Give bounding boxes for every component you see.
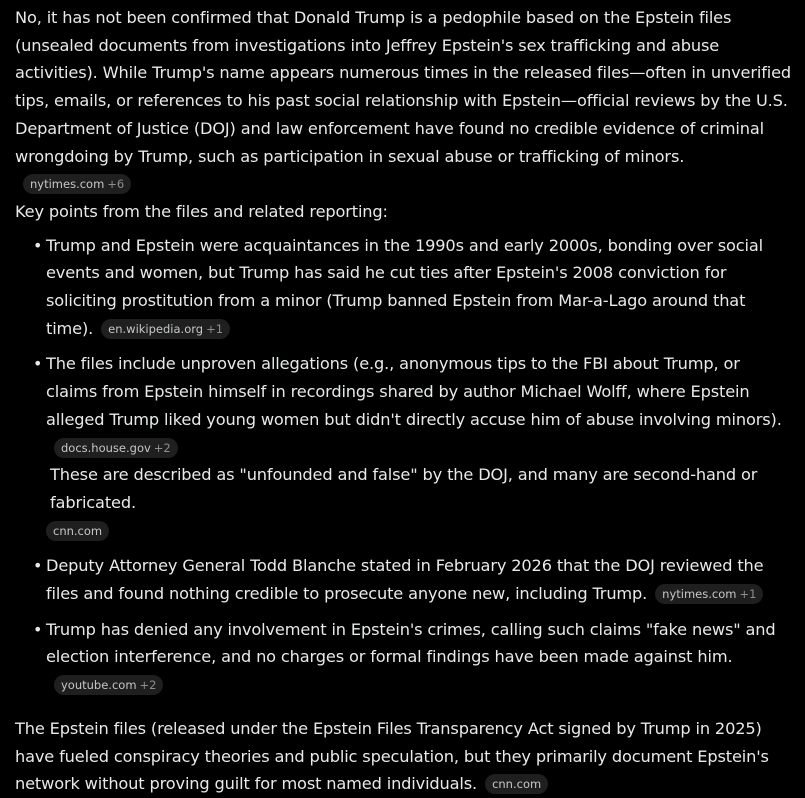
source-chip[interactable] bbox=[101, 319, 230, 339]
source-chip[interactable] bbox=[46, 521, 109, 541]
source-chip[interactable] bbox=[54, 675, 163, 695]
source-domain: cnn.com bbox=[492, 777, 542, 792]
bullet-text: The files include unproven allegations (e.g., anonymous tips to the FBI about Trump, or claims from Epstein himself in recordings shared by author Michael Wolff, where Epstein alleged Trump liked young women but didn't directly accuse him of abuse involving minors). bbox=[46, 354, 782, 429]
source-domain: en.wikipedia.org bbox=[108, 321, 204, 336]
bullet-extra-text: These are described as "unfounded and false" by the DOJ, and many are second-hand or fabricated. bbox=[50, 465, 758, 512]
bullet-dot: • bbox=[33, 235, 43, 255]
source-domain: youtube.com bbox=[61, 678, 137, 693]
outro-paragraph bbox=[15, 715, 795, 798]
source-count: +2 bbox=[139, 678, 157, 693]
key-points-list bbox=[15, 232, 795, 699]
list-item bbox=[15, 232, 795, 343]
source-chip[interactable] bbox=[23, 174, 131, 194]
outro-text: The Epstein files (released under the Epstein Files Transparency Act signed by Trump in 2025) have fueled conspiracy theories and public speculation, but they primarily document Epstein's network without proving guilt for most named individuals. bbox=[15, 718, 769, 794]
source-count: +1 bbox=[739, 587, 757, 602]
intro-paragraph bbox=[15, 4, 795, 198]
source-count: +2 bbox=[153, 440, 171, 455]
intro-text: No, it has not been confirmed that Donald Trump is a pedophile based on the Epstein files (unsealed documents from investigations into Jeffrey Epstein's sex trafficking and abuse activities). While Trump's name appears numerous times in the released files—often in unverified tips, emails, or references to his past social relationship with Epstein—official reviews by the U.S. Department of Justice (DOJ) and law enforcement have found no credible evidence of criminal wrongdoing by Trump, such as participation in sexual abuse or trafficking of minors. bbox=[15, 8, 792, 166]
bullet-dot: • bbox=[33, 556, 43, 576]
source-domain: docs.house.gov bbox=[61, 440, 151, 455]
key-points-heading: Key points from the files and related reporting: bbox=[15, 201, 388, 221]
list-item bbox=[15, 552, 795, 607]
source-chip[interactable] bbox=[485, 774, 548, 794]
bullet-dot: • bbox=[33, 354, 43, 374]
bullet-text: Trump and Epstein were acquaintances in the 1990s and early 2000s, bonding over social events and women, but Trump has said he cut ties after Epstein's 2008 conviction for soliciting prostitution from a minor (Trump banned Epstein from Mar-a-Lago around that time). bbox=[46, 235, 764, 338]
source-count: +1 bbox=[206, 321, 224, 336]
source-chip[interactable] bbox=[655, 584, 763, 604]
source-chip[interactable] bbox=[54, 438, 178, 458]
bullet-dot: • bbox=[33, 619, 43, 639]
source-domain: nytimes.com bbox=[30, 177, 105, 192]
source-domain: cnn.com bbox=[53, 523, 103, 538]
response-body bbox=[15, 4, 795, 798]
bullet-text: Trump has denied any involvement in Epstein's crimes, calling such claims "fake news" and election interference, and no charges or formal findings have been made against him. bbox=[46, 619, 776, 667]
source-domain: nytimes.com bbox=[662, 587, 737, 602]
list-item bbox=[15, 350, 795, 544]
source-count: +6 bbox=[107, 177, 125, 192]
list-item bbox=[15, 616, 795, 699]
bullet-text: Deputy Attorney General Todd Blanche stated in February 2026 that the DOJ reviewed the files and found nothing credible to prosecute anyone new, including Trump. bbox=[46, 556, 764, 604]
